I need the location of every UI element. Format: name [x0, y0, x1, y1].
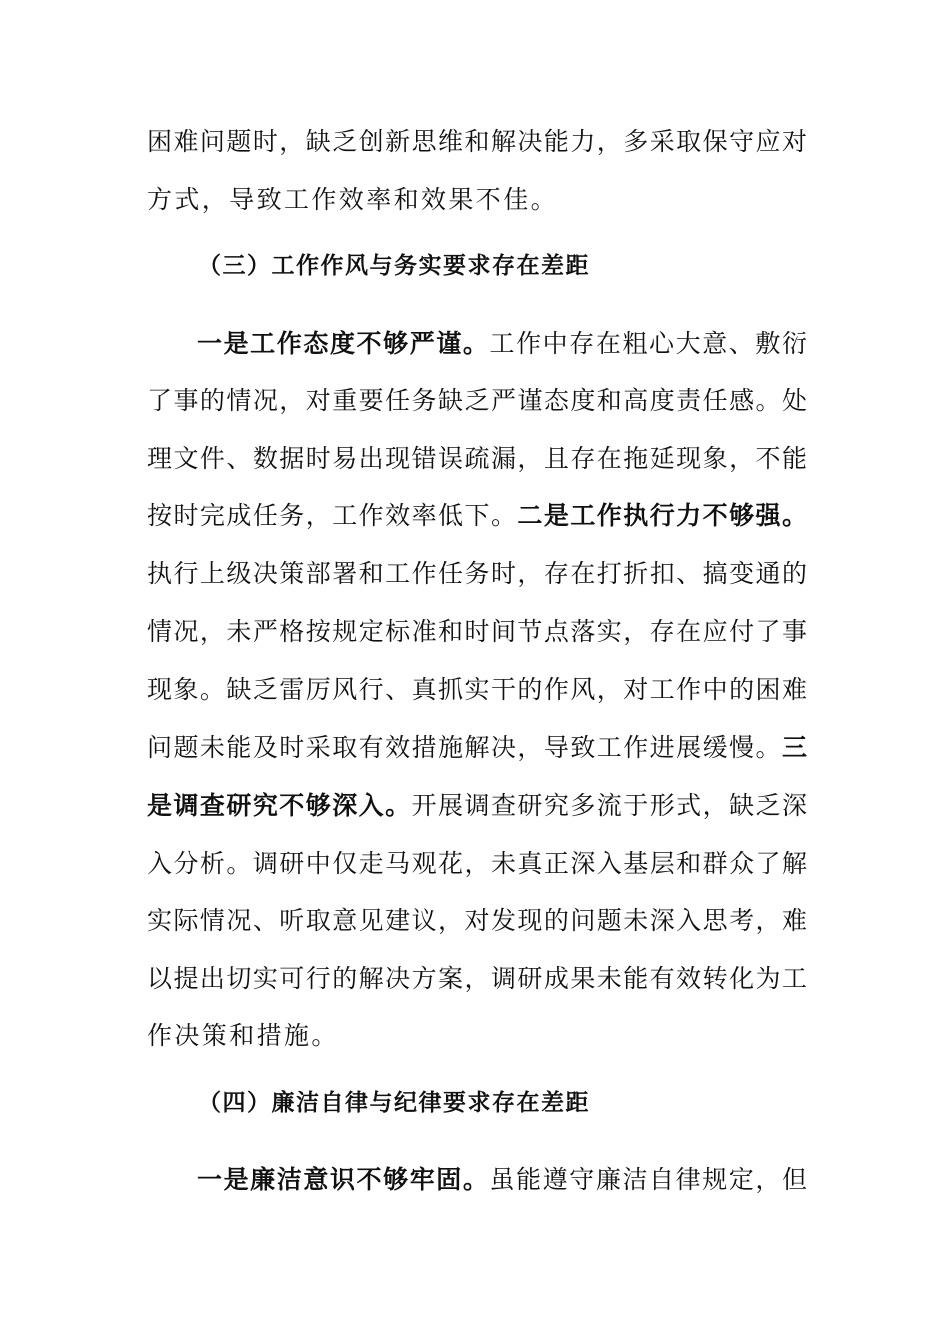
text-line: 困难问题时，缺乏创新思维和解决能力，多采取保守应对	[147, 127, 807, 156]
text-line: 情况，未严格按规定标准和时间节点落实，存在应付了事	[147, 617, 807, 646]
paragraph-line	[147, 786, 807, 826]
text-line: 现象。缺乏雷厉风行、真抓实干的作风，对工作中的困难	[147, 675, 807, 704]
text-span: 按时完成任务，工作效率低下。	[147, 501, 518, 530]
point-title: 二是工作执行力不够强。	[517, 501, 807, 530]
text-span: 工作中存在粗心大意、敷衍	[489, 329, 807, 358]
text-line: 实际情况、听取意见建议，对发现的问题未深入思考，难	[147, 906, 807, 935]
text-line: 作决策和措施。	[147, 1021, 339, 1050]
section-heading: （三）工作作风与务实要求存在差距	[198, 252, 590, 279]
point-title: 是调查研究不够深入。	[147, 791, 412, 820]
point-title: 一是廉洁意识不够牢固。	[197, 1165, 490, 1194]
text-span: 开展调查研究多流于形式，缺乏深	[411, 791, 807, 820]
point-title: 三	[781, 733, 807, 762]
paragraph-line	[197, 324, 807, 364]
text-line: 方式，导致工作效率和效果不佳。	[147, 185, 559, 214]
section-heading: （四）廉洁自律与纪律要求存在差距	[198, 1089, 590, 1116]
text-line: 以提出切实可行的解决方案，调研成果未能有效转化为工	[147, 964, 807, 993]
text-line: 入分析。调研中仅走马观花，未真正深入基层和群众了解	[147, 849, 807, 878]
paragraph-line	[147, 496, 807, 536]
text-line: 执行上级决策部署和工作任务时，存在打折扣、搞变通的	[147, 559, 807, 588]
point-title: 一是工作态度不够严谨。	[197, 329, 490, 358]
text-line: 理文件、数据时易出现错误疏漏，且存在拖延现象，不能	[147, 444, 807, 473]
paragraph-line	[197, 1160, 807, 1200]
text-span: 虽能遵守廉洁自律规定，但	[489, 1165, 807, 1194]
text-span: 问题未能及时采取有效措施解决，导致工作进展缓慢。	[147, 733, 782, 762]
paragraph-line	[147, 728, 807, 768]
text-line: 了事的情况，对重要任务缺乏严谨态度和高度责任感。处	[147, 386, 807, 415]
